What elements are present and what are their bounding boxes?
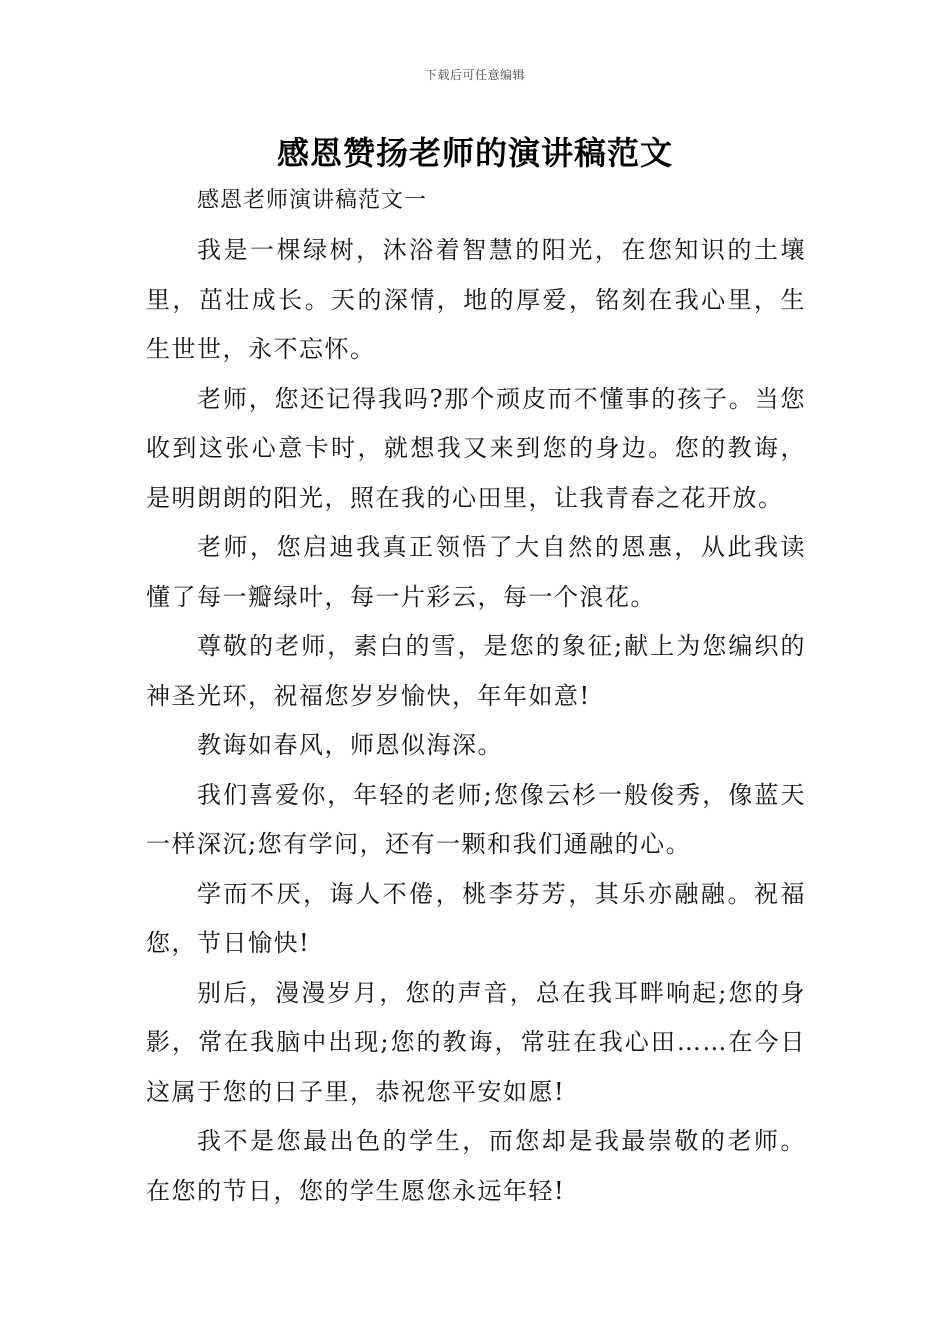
paragraph: 老师，您还记得我吗?那个顽皮而不懂事的孩子。当您收到这张心意卡时，就想我又来到您的身边。您的教诲，是明朗朗的阳光，照在我的心田里，让我青春之花开放。 (146, 384, 806, 512)
section-subtitle: 感恩老师演讲稿范文一 (197, 188, 428, 213)
paragraph: 教诲如春风，师恩似海深。 (197, 731, 503, 759)
paragraph: 我是一棵绿树，沐浴着智慧的阳光，在您知识的土壤里，茁壮成长。天的深情，地的厚爱，铭刻在我心里，生生世世，永不忘怀。 (146, 236, 806, 363)
download-note: 下载后可任意编辑 (424, 68, 525, 82)
paragraph: 我们喜爱你，年轻的老师;您像云杉一般俊秀，像蓝天一样深沉;您有学问，还有一颗和我们通融的心。 (146, 780, 806, 858)
paragraph: 学而不厌，诲人不倦，桃李芬芳，其乐亦融融。祝福您，节日愉快! (146, 879, 806, 957)
document-body (146, 176, 806, 1216)
paragraph: 尊敬的老师，素白的雪，是您的象征;献上为您编织的神圣光环，祝福您岁岁愉快，年年如意! (146, 632, 806, 710)
page-title: 感恩赞扬老师的演讲稿范文 (276, 134, 673, 172)
paragraph: 别后，漫漫岁月，您的声音，总在我耳畔响起;您的身影，常在我脑中出现;您的教诲，常驻在我心田……在今日这属于您的日子里，恭祝您平安如愿! (146, 978, 806, 1106)
paragraph: 我不是您最出色的学生，而您却是我最崇敬的老师。在您的节日，您的学生愿您永远年轻! (146, 1127, 806, 1205)
paragraph: 老师，您启迪我真正领悟了大自然的恩惠，从此我读懂了每一瓣绿叶，每一片彩云，每一个浪花。 (146, 533, 806, 611)
